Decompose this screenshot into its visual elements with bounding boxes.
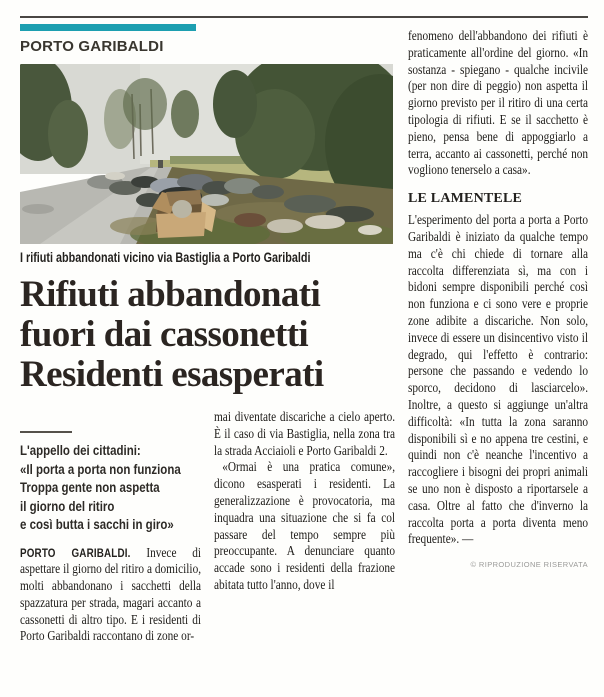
photo-debris-in-box bbox=[172, 200, 192, 218]
standfirst-line: «Il porta a porta non funziona bbox=[20, 460, 181, 477]
dateline: PORTO GARIBALDI. bbox=[20, 545, 131, 560]
content-row bbox=[20, 18, 588, 645]
body-column-2 bbox=[214, 409, 395, 645]
standfirst-line: L'appello dei cittadini: bbox=[20, 442, 141, 458]
body-paragraph-5: L'esperimento del porta a porta a Porto Garibaldi è iniziato da qualche tempo ma c'è chi chiede di tornare alla raccolta differenziata sì, ma con i bidoni sempre disponibili perché così non funziona e ci sono vere e proprie zone adibite a discariche. Non solo, invece di essere un disincentivo visto il degrado, qui l'effetto è contrario: persone che passando e vedendo lo sporco, decidono di lasciarcelo». Inoltre, a questo si aggiunge un'altra difficoltà: «In tutta la zona saranno disponibili sì e no appena tre cestini, e quindi non c'è neanche l'incentivo a raccogliere i bisogni dei propri animali se uno non è disposto a riportarsele a casa. Oltre al fatto che d'inverno la raccolta porta a porta diventa meno frequente». — bbox=[408, 212, 589, 547]
photo-debris-white bbox=[305, 215, 345, 229]
photo-mid-tree bbox=[171, 90, 199, 138]
body-paragraph-3: «Ormai è una pratica comune», dicono esasperati i residenti. La generalizzazione è provocatoria, ma inquadra una situazione che si fa col passare del tempo sempre più preoccupante. A denunciare quanto accade sono i residenti della frazione abitata tutto l'anno, dove il bbox=[214, 459, 396, 592]
section-kicker bbox=[20, 38, 395, 55]
photo-trash-bag-5 bbox=[252, 185, 284, 199]
standfirst-line: Troppa gente non aspetta bbox=[20, 479, 160, 495]
headline: Rifiuti abbandonati fuori dai cassonetti Residenti esasperati bbox=[20, 274, 324, 395]
standfirst-line: e così butta i sacchi in giro» bbox=[20, 516, 174, 532]
section-kicker-label: PORTO GARIBALDI bbox=[20, 38, 164, 55]
body-column-1 bbox=[20, 409, 201, 645]
body-paragraph-1-text: Invece di aspettare il giorno del ritiro a domicilio, molti abbandonano i sacchetti della spazzatura per strada, magari accanto a cassonetti di altro tipo. E i residenti di Porto Garibaldi raccontano di zone or- bbox=[20, 544, 202, 644]
copyright-notice: © RIPRODUZIONE RISERVATA bbox=[470, 560, 588, 570]
standfirst bbox=[20, 431, 201, 534]
photo-caption-text: I rifiuti abbandonati vicino via Bastiglia a Porto Garibaldi bbox=[20, 250, 311, 265]
photo-road-puddle bbox=[22, 204, 54, 214]
body-paragraph-2: mai diventate discariche a cielo aperto. È il caso di via Bastiglia, nella zona tra la strada Acciaioli e Porto Garibaldi 2. bbox=[214, 409, 396, 458]
photo-right-bush-4 bbox=[213, 70, 257, 138]
photo-distant-figure bbox=[158, 160, 163, 168]
photo-trash-heap-right bbox=[284, 195, 336, 213]
standfirst-lines bbox=[20, 441, 201, 534]
section-header: LE LAMENTELE bbox=[408, 191, 523, 207]
standfirst-rule bbox=[20, 431, 72, 433]
body-column-3 bbox=[408, 18, 588, 645]
body-paragraph-1 bbox=[20, 545, 201, 646]
photo-debris-small bbox=[105, 172, 125, 180]
photo-caption bbox=[20, 250, 395, 265]
photo-debris-white-2 bbox=[267, 219, 303, 233]
kicker-accent-bar bbox=[20, 24, 196, 31]
photo-debris-white-3 bbox=[358, 225, 382, 235]
article-photo bbox=[20, 64, 393, 244]
photo-debris-brown bbox=[234, 213, 266, 227]
body-columns bbox=[20, 409, 395, 645]
body-paragraph-4: fenomeno dell'abbandono dei rifiuti è praticamente all'ordine del giorno. «In sostanza - spiegano - qualche incivile (per non dire di peggio) non aspetta il giorno previsto per il ritiro di una certa tipologia di rifiuti. E se il sacchetto è pieno, pensa bene di appoggiarlo a terra, accanto ai cassonetti, perché non vogliono tenerselo a casa». bbox=[408, 28, 589, 178]
standfirst-line: il giorno del ritiro bbox=[20, 497, 115, 514]
photo-illustration bbox=[20, 64, 393, 244]
photo-left-bush bbox=[48, 100, 88, 168]
main-article-area bbox=[20, 18, 395, 645]
photo-tree-crown bbox=[123, 78, 167, 130]
